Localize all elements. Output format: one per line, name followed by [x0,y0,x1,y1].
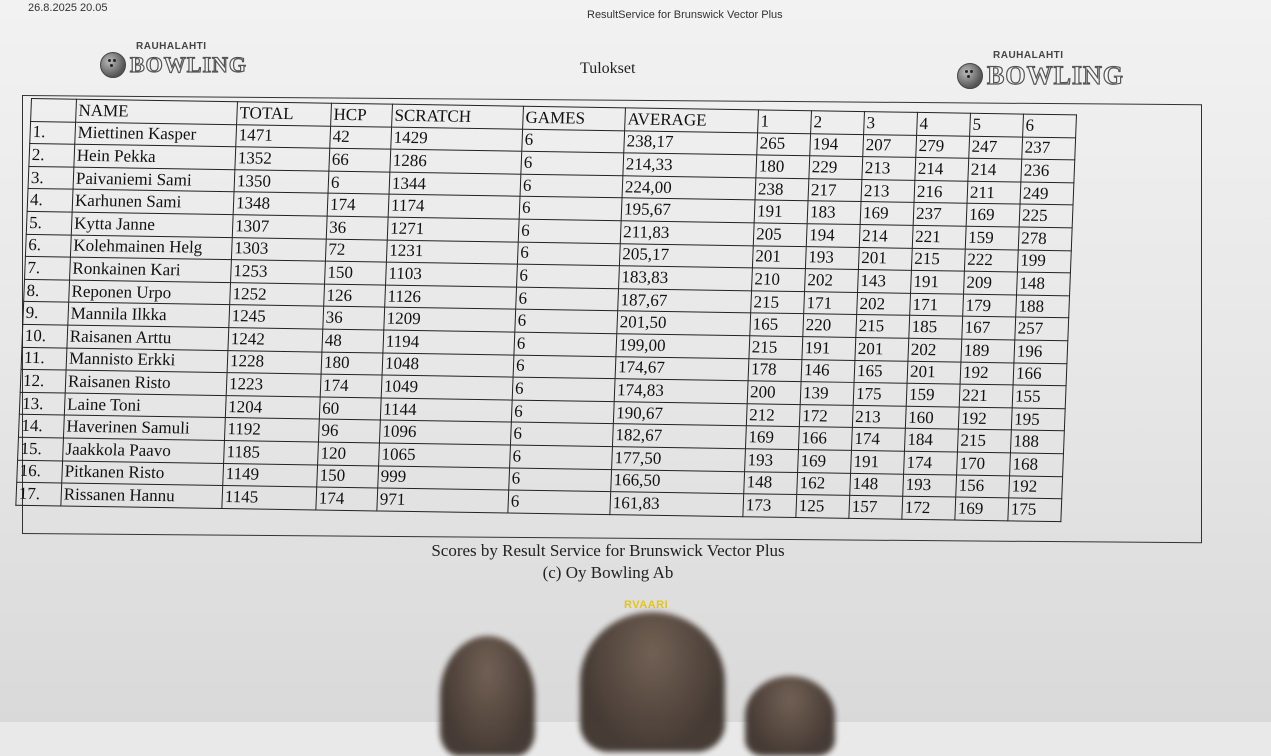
cell-total: 1471 [236,124,331,148]
cell-scratch: 1286 [390,149,522,174]
cell-game-5: 209 [964,271,1018,294]
cell-game-1: 212 [746,403,800,426]
cell-hcp: 174 [320,374,382,398]
logo-big-text: BOWLING [130,52,248,77]
cell-game-6: 188 [1010,430,1064,453]
cell-name: Kolehmainen Helg [70,235,232,260]
cell-game-5: 169 [955,497,1009,520]
cell-game-4: 159 [906,383,960,406]
cell-average: 211,83 [620,221,754,246]
cell-game-1: 265 [757,133,811,156]
cell-game-1: 215 [749,336,803,359]
cell-scratch: 1429 [391,127,523,152]
logo-big-text: BOWLING [987,61,1125,90]
cell-name: Raisanen Risto [65,370,227,395]
cell-rank: 13. [19,392,65,415]
cell-game-3: 215 [856,315,910,338]
cell-game-4: 215 [911,248,965,271]
cell-game-5: 156 [956,475,1010,498]
cell-average: 183,83 [619,266,753,291]
stamp-text: RVAARI [624,599,669,611]
cell-total: 1228 [227,350,322,374]
service-title: ResultService for Brunswick Vector Plus [587,9,783,21]
cell-total: 1149 [223,463,318,487]
cell-scratch: 1174 [388,194,520,219]
cell-hcp: 36 [326,216,388,240]
cell-game-5: 247 [969,136,1023,159]
cell-game-6: 278 [1018,227,1072,250]
cell-total: 1348 [233,192,328,216]
column-header-total: TOTAL [237,102,332,126]
cell-scratch: 1103 [386,262,518,287]
cell-game-1: 215 [751,291,805,314]
cell-average: 205,17 [619,243,753,268]
cell-hcp: 6 [328,171,390,195]
cell-rank: 9. [23,302,69,325]
cell-game-4: 237 [913,203,967,226]
column-header-games: GAMES [523,106,626,130]
cell-rank: 10. [22,324,68,347]
cell-hcp: 180 [321,352,383,376]
cell-name: Paivaniemi Sami [73,167,235,192]
cell-game-2: 166 [798,427,852,450]
cell-game-2: 217 [808,179,862,202]
cell-game-2: 193 [805,246,859,269]
cell-total: 1303 [231,237,326,261]
cell-name: Kytta Janne [71,212,233,237]
cell-game-4: 160 [905,406,959,429]
cell-game-5: 222 [964,249,1018,272]
column-header-game-3: 3 [864,112,918,135]
cell-name: Karhunen Sami [72,190,234,215]
cell-hcp: 174 [316,487,378,511]
cell-game-4: 172 [902,496,956,519]
cell-hcp: 60 [319,397,381,421]
cell-hcp: 66 [329,148,391,172]
cell-games: 6 [517,264,620,288]
cell-game-6: 188 [1016,295,1070,318]
cell-name: Haverinen Samuli [63,415,225,440]
cell-hcp: 150 [317,465,379,489]
cell-game-5: 211 [967,181,1021,204]
cell-scratch: 1194 [383,330,515,355]
cell-game-3: 143 [858,270,912,293]
column-header-game-1: 1 [758,110,812,133]
cell-game-3: 213 [862,157,916,180]
cell-game-4: 279 [916,135,970,158]
cell-game-1: 205 [753,223,807,246]
cell-game-2: 220 [803,314,857,337]
cell-game-6: 148 [1017,272,1071,295]
cell-rank: 16. [17,460,63,483]
cell-rank: 8. [24,279,70,302]
cell-game-1: 200 [747,381,801,404]
cell-game-4: 171 [910,293,964,316]
cell-game-6: 175 [1008,498,1062,521]
cell-game-5: 214 [968,158,1022,181]
bowling-logo-left [100,41,247,78]
cell-scratch: 1065 [379,443,511,468]
cell-game-6: 192 [1009,475,1063,498]
cell-games: 6 [520,174,623,198]
cell-total: 1242 [228,328,323,352]
cell-game-1: 191 [754,200,808,223]
cell-game-2: 229 [809,156,863,179]
column-header-hcp: HCP [331,103,393,127]
cell-games: 6 [517,242,620,266]
cell-total: 1253 [231,260,326,284]
bowling-ball-icon [100,52,126,78]
cell-total: 1350 [234,169,329,193]
cell-games: 6 [516,287,619,311]
logo-small-text: RAUHALAHTI [993,50,1064,61]
cell-game-2: 146 [801,359,855,382]
cell-scratch: 1049 [381,375,513,400]
cell-rank: 1. [30,121,76,144]
cell-game-1: 201 [752,245,806,268]
cell-scratch: 1096 [379,420,511,445]
cell-game-5: 167 [962,316,1016,339]
cell-hcp: 96 [318,419,380,443]
cell-scratch: 971 [377,488,509,513]
cell-game-5: 215 [957,429,1011,452]
cell-game-6: 195 [1011,408,1065,431]
cell-game-2: 171 [804,291,858,314]
cell-scratch: 1209 [384,307,516,332]
footer-copyright: (c) Oy Bowling Ab [542,563,674,582]
cell-average: 214,33 [623,153,757,178]
cell-game-4: 193 [903,474,957,497]
cell-games: 6 [515,309,618,333]
cell-total: 1352 [235,147,330,171]
cell-name: Rissanen Hannu [61,483,223,508]
cell-game-3: 201 [858,247,912,270]
cell-game-3: 157 [849,495,903,518]
cell-average: 201,50 [617,311,751,336]
cell-name: Ronkainen Kari [70,257,232,282]
cell-scratch: 1048 [382,353,514,378]
cell-total: 1245 [229,305,324,329]
cell-game-6: 199 [1017,250,1071,273]
cell-name: Reponen Urpo [69,280,231,305]
cell-scratch: 1231 [386,240,518,265]
finger-shadow [745,676,835,756]
cell-rank: 7. [25,257,71,280]
column-header-game-5: 5 [970,113,1024,136]
column-header-scratch: SCRATCH [392,104,524,129]
cell-scratch: 1271 [387,217,519,242]
cell-scratch: 1144 [380,398,512,423]
cell-average: 190,67 [613,401,747,426]
cell-game-6: 155 [1012,385,1066,408]
cell-game-4: 216 [914,180,968,203]
cell-rank: 6. [25,234,71,257]
cell-hcp: 42 [330,126,392,150]
cell-game-4: 185 [909,316,963,339]
cell-game-4: 202 [908,338,962,361]
cell-games: 6 [512,377,615,401]
cell-average: 177,50 [612,447,746,472]
cell-average: 187,67 [618,288,752,313]
cell-hcp: 36 [323,306,385,330]
cell-game-2: 194 [806,224,860,247]
cell-game-5: 170 [957,452,1011,475]
cell-game-1: 238 [755,178,809,201]
cell-games: 6 [510,445,613,469]
finger-shadow [580,612,725,752]
cell-hcp: 72 [325,239,387,263]
cell-hcp: 174 [327,194,389,218]
cell-game-1: 148 [744,471,798,494]
cell-game-5: 169 [966,204,1020,227]
cell-scratch: 999 [378,465,510,490]
cell-hcp: 150 [325,261,387,285]
cell-games: 6 [521,151,624,175]
cell-average: 238,17 [624,130,758,155]
cell-rank: 12. [20,369,66,392]
cell-name: Pitkanen Risto [62,460,224,485]
cell-game-1: 210 [752,268,806,291]
cell-average: 166,50 [611,469,745,494]
cell-game-1: 173 [743,494,797,517]
cell-game-5: 221 [959,384,1013,407]
cell-game-5: 192 [958,407,1012,430]
cell-average: 174,83 [614,379,748,404]
cell-games: 6 [522,129,625,153]
finger-shadow [440,636,535,756]
cell-game-6: 249 [1020,182,1074,205]
bowling-logo-right [957,50,1124,91]
cell-game-1: 193 [745,449,799,472]
column-header-average: AVERAGE [625,108,759,133]
cell-game-2: 183 [807,201,861,224]
cell-game-2: 202 [805,269,859,292]
cell-game-3: 174 [851,428,905,451]
cell-game-3: 175 [853,383,907,406]
cell-total: 1223 [226,373,321,397]
cell-game-4: 174 [904,451,958,474]
cell-average: 195,67 [621,198,755,223]
cell-hcp: 126 [324,284,386,308]
cell-scratch: 1126 [385,285,517,310]
cell-game-3: 165 [854,360,908,383]
cell-game-2: 194 [810,133,864,156]
cell-game-3: 201 [855,337,909,360]
cell-game-2: 162 [797,472,851,495]
cell-game-1: 180 [756,155,810,178]
cell-game-4: 221 [912,225,966,248]
cell-average: 161,83 [610,492,744,517]
cell-rank: 5. [26,211,72,234]
cell-average: 224,00 [622,176,756,201]
footer-credit: Scores by Result Service for Brunswick Vector Plus [431,541,785,560]
cell-games: 6 [508,490,611,514]
cell-game-6: 257 [1015,317,1069,340]
cell-hcp: 120 [318,442,380,466]
column-header-game-4: 4 [917,112,971,135]
cell-name: Laine Toni [64,393,226,418]
cell-rank: 2. [29,144,75,167]
cell-game-2: 191 [802,337,856,360]
cell-game-6: 236 [1021,159,1075,182]
cell-game-2: 172 [799,404,853,427]
cell-game-6: 225 [1019,204,1073,227]
cell-game-4: 214 [915,158,969,181]
cell-total: 1204 [225,395,320,419]
cell-hcp: 48 [322,329,384,353]
cell-game-1: 178 [748,358,802,381]
cell-games: 6 [518,219,621,243]
print-date: 26.8.2025 20.05 [28,2,108,14]
results-table [15,98,1077,522]
cell-game-3: 148 [850,473,904,496]
cell-name: Raisanen Arttu [67,325,229,350]
cell-game-6: 168 [1010,453,1064,476]
cell-game-5: 189 [961,339,1015,362]
cell-game-5: 179 [963,294,1017,317]
cell-name: Mannisto Erkki [66,348,228,373]
cell-total: 1185 [224,440,319,464]
cell-game-2: 139 [800,382,854,405]
results-body [16,121,1076,521]
cell-games: 6 [513,355,616,379]
cell-name: Mannila Ilkka [68,302,230,327]
logo-small-text: RAUHALAHTI [136,41,207,52]
cell-game-3: 214 [859,224,913,247]
cell-average: 199,00 [616,334,750,359]
cell-rank: 15. [18,437,64,460]
cell-game-3: 207 [863,134,917,157]
column-header-game-2: 2 [811,111,865,134]
column-header-name: NAME [76,99,238,124]
column-header-game-6: 6 [1023,114,1077,137]
cell-game-3: 213 [852,405,906,428]
cell-games: 6 [519,197,622,221]
cell-games: 6 [511,400,614,424]
page-title: Tulokset [580,60,636,77]
cell-name: Miettinen Kasper [75,122,237,147]
cell-name: Jaakkola Paavo [63,438,225,463]
cell-games: 6 [510,422,613,446]
cell-average: 182,67 [612,424,746,449]
cell-total: 1145 [222,486,317,510]
cell-total: 1252 [230,282,325,306]
cell-game-1: 165 [750,313,804,336]
cell-average: 174,67 [615,356,749,381]
cell-game-6: 166 [1013,362,1067,385]
cell-game-3: 202 [857,292,911,315]
cell-game-1: 169 [745,426,799,449]
cell-game-6: 196 [1014,340,1068,363]
cell-scratch: 1344 [389,172,521,197]
cell-rank: 11. [21,347,67,370]
cell-game-2: 125 [796,495,850,518]
cell-game-4: 201 [907,361,961,384]
cell-rank: 14. [18,415,64,438]
cell-games: 6 [514,332,617,356]
cell-name: Hein Pekka [74,144,236,169]
column-header-rank [31,99,77,122]
cell-total: 1307 [232,215,327,239]
cell-rank: 3. [28,166,74,189]
cell-game-4: 184 [904,429,958,452]
cell-game-6: 237 [1022,137,1076,160]
cell-games: 6 [509,468,612,492]
cell-game-4: 191 [911,270,965,293]
cell-game-3: 169 [860,202,914,225]
cell-rank: 17. [16,482,62,505]
cell-rank: 4. [27,189,73,212]
cell-game-3: 213 [861,179,915,202]
cell-total: 1192 [224,418,319,442]
cell-game-5: 159 [965,226,1019,249]
cell-game-5: 192 [960,362,1014,385]
cell-game-3: 191 [851,450,905,473]
bowling-ball-icon [957,63,983,89]
cell-game-2: 169 [798,449,852,472]
